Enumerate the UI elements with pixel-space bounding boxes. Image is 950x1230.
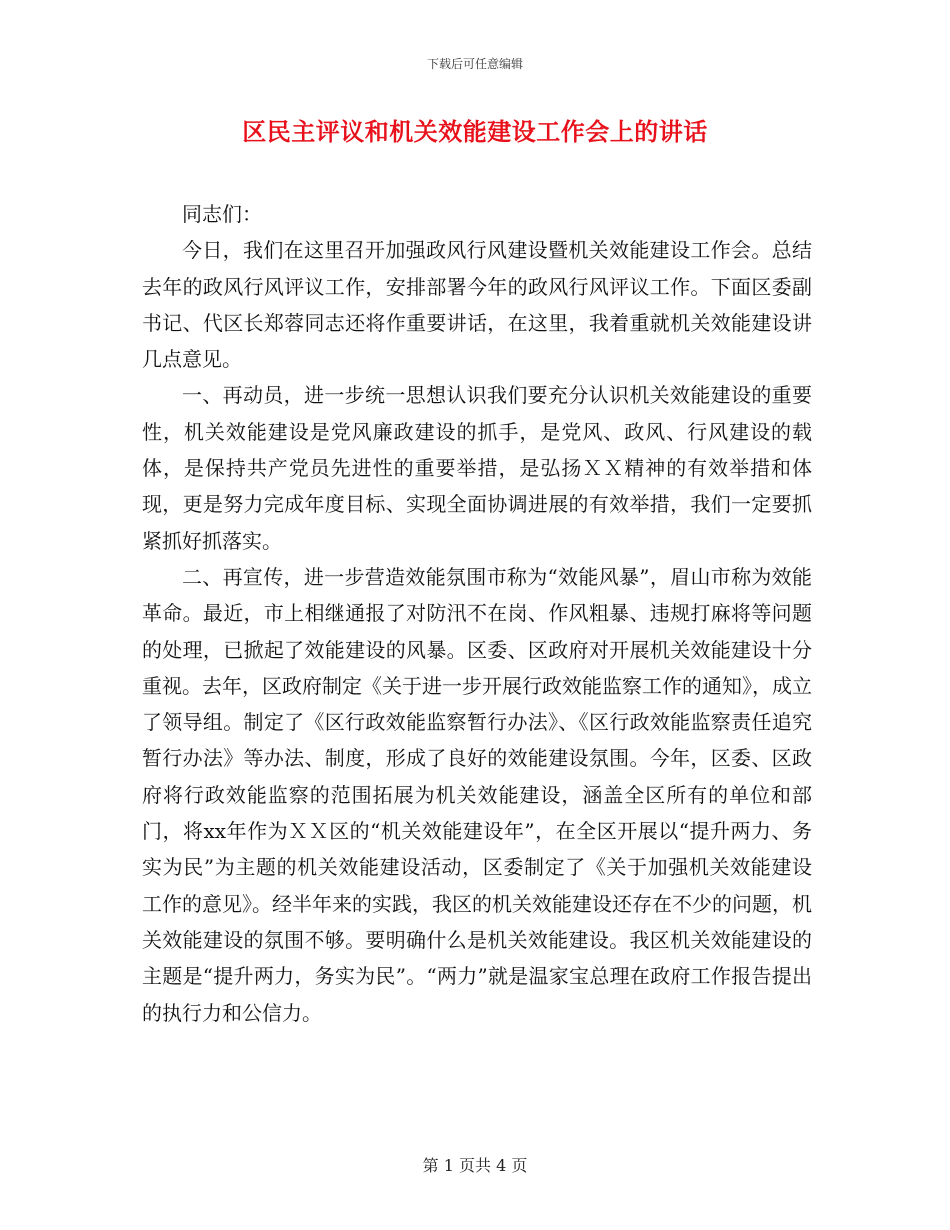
header-note: 下载后可任意编辑 [426,57,523,71]
section-two-paragraph: 二、再宣传，进一步营造效能氛围市称为“效能风暴”，眉山市称为效能革命。最近，市上相继通报了对防汛不在岗、作风粗暴、违规打麻将等问题的处理，已掀起了效能建设的风暴。区委、区政府对开展机关效能建设十分重视。去年，区政府制定《关于进一步开展行政效能监察工作的通知》，成立了领导组。制定了《区行政效能监察暂行办法》、《区行政效能监察责任追究暂行办法》等办法、制度，形成了良好的效能建设氛围。今年，区委、区政府将行政效能监察的范围拓展为机关效能建设，涵盖全区所有的单位和部门，将xx年作为ＸＸ区的“机关效能建设年”，在全区开展以“提升两力、务实为民”为主题的机关效能建设活动，区委制定了《关于加强机关效能建设工作的意见》。经半年来的实践，我区的机关效能建设还存在不少的问题，机关效能建设的氛围不够。要明确什么是机关效能建设。我区机关效能建设的主题是“提升两力，务实为民”。“两力”就是温家宝总理在政府工作报告提出的执行力和公信力。 [142,564,812,1025]
intro-paragraph: 今日，我们在这里召开加强政风行风建设暨机关效能建设工作会。总结去年的政风行风评议工作，安排部署今年的政风行风评议工作。下面区委副书记、代区长郑蓉同志还将作重要讲话，在这里，我着重就机关效能建设讲几点意见。 [142,238,812,372]
document-title: 区民主评议和机关效能建设工作会上的讲话 [242,117,708,146]
salutation-paragraph: 同志们： [182,202,262,226]
document-body [142,196,812,1031]
section-one-paragraph: 一、再动员，进一步统一思想认识我们要充分认识机关效能建设的重要性，机关效能建设是党风廉政建设的抓手，是党风、政风、行风建设的载体，是保持共产党员先进性的重要举措，是弘扬ＸＸ精神的有效举措和体现，更是努力完成年度目标、实现全面协调进展的有效举措，我们一定要抓紧抓好抓落实。 [142,383,812,553]
page-number: 第 1 页共 4 页 [422,1156,528,1175]
